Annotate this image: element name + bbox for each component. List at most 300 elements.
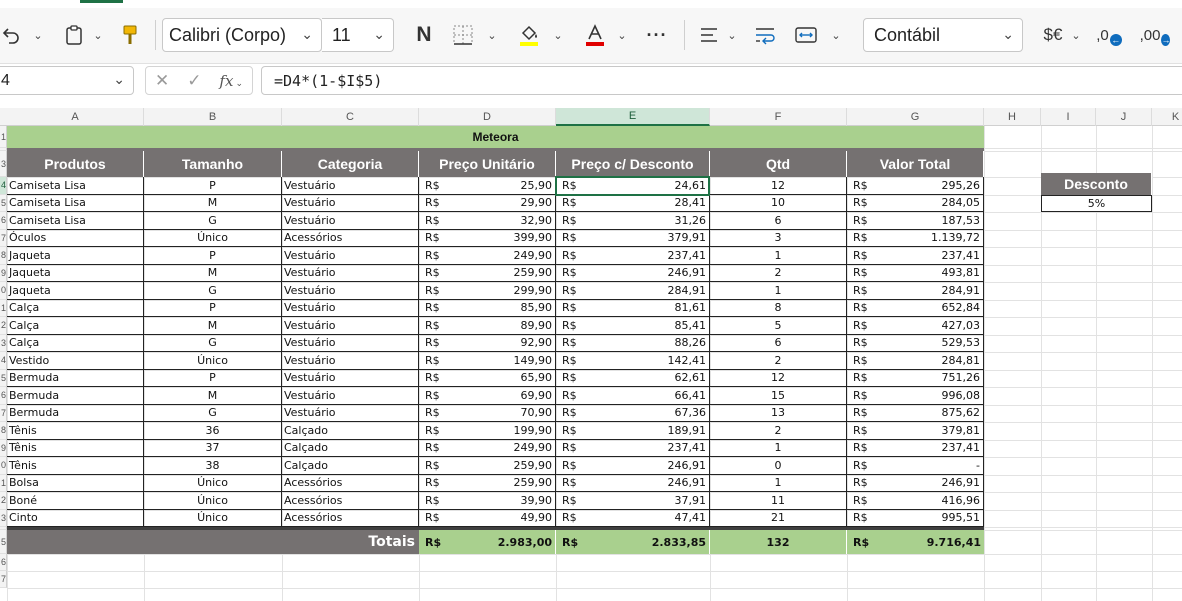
table-cell[interactable]: Vestido [7,352,144,370]
totals-cell[interactable] [847,530,984,554]
cell-value: 47,41 [674,511,706,525]
paste-dropdown-chevron-icon[interactable]: ⌄ [93,29,103,42]
paste-icon[interactable] [62,18,86,52]
table-cell[interactable]: Vestuário [282,387,419,405]
row-header[interactable]: 3 [0,335,7,353]
table-cell[interactable]: Jaqueta [7,247,144,265]
table-cell[interactable] [556,247,710,265]
cell-value: 28,41 [674,196,706,210]
cell-value: 187,53 [941,213,980,227]
row-header[interactable]: 5 [0,370,7,388]
cell-value: 996,08 [941,388,980,402]
currency-symbol: R$ [425,493,440,507]
table-cell[interactable]: 1 [710,475,847,493]
table-cell[interactable] [419,422,556,440]
font-color-icon[interactable] [582,18,608,52]
table-cell[interactable]: Vestuário [282,405,419,423]
table-cell[interactable]: 6 [710,335,847,353]
table-cell[interactable]: 2 [710,265,847,283]
table-cell[interactable] [847,387,984,405]
table-cell[interactable] [419,317,556,335]
column-title-4[interactable]: Preço Unitário [419,151,556,177]
table-cell[interactable] [419,177,556,195]
active-tab-indicator [80,0,123,3]
table-cell[interactable]: 6 [710,212,847,230]
currency-format-button[interactable]: $€ [1043,25,1063,44]
table-cell[interactable]: Jaqueta [7,282,144,300]
table-cell[interactable] [419,370,556,388]
table-cell[interactable] [419,300,556,318]
table-cell[interactable] [556,282,710,300]
cell-value: 246,91 [941,476,980,490]
cell-value: 416,96 [941,493,980,507]
cell-value: 249,90 [513,441,552,455]
totals-label[interactable]: Totais [7,530,419,554]
currency-symbol: R$ [425,535,442,549]
currency-symbol: R$ [425,283,440,297]
table-cell[interactable] [556,352,710,370]
row-header[interactable]: 2 [0,492,7,510]
column-headers [0,108,1182,126]
table-cell[interactable]: 13 [710,405,847,423]
table-cell[interactable] [556,265,710,283]
cell-value: 142,41 [667,353,706,367]
cell-value: 32,90 [520,213,552,227]
table-cell[interactable] [556,230,710,248]
table-cell[interactable] [556,405,710,423]
table-cell[interactable]: 11 [710,492,847,510]
table-cell[interactable]: 8 [710,300,847,318]
table-cell[interactable]: P [144,177,282,195]
table-cell[interactable]: Óculos [7,230,144,248]
cell-value: 237,41 [941,441,980,455]
table-cell[interactable]: 12 [710,177,847,195]
table-cell[interactable]: 2 [710,352,847,370]
currency-symbol: R$ [425,388,440,402]
table-cell[interactable]: Bermuda [7,370,144,388]
table-cell[interactable] [847,370,984,388]
table-cell[interactable] [847,230,984,248]
cell-value: 299,90 [513,283,552,297]
table-cell[interactable] [847,265,984,283]
currency-symbol: R$ [853,441,868,455]
more-options-button[interactable]: ··· [646,24,668,45]
fill-color-icon[interactable] [516,18,542,52]
table-cell[interactable]: P [144,370,282,388]
row-header[interactable]: 3 [0,510,7,528]
currency-symbol: R$ [562,535,579,549]
merge-dropdown-chevron-icon[interactable]: ⌄ [831,29,841,42]
table-cell[interactable] [847,405,984,423]
cell-value: 69,90 [520,388,552,402]
cell-value: 249,90 [513,248,552,262]
currency-symbol: R$ [853,353,868,367]
table-cell[interactable]: M [144,265,282,283]
table-cell[interactable]: Camiseta Lisa [7,177,144,195]
borders-icon[interactable] [450,18,476,52]
fx-icon: fx [219,71,234,90]
table-cell[interactable]: 10 [710,195,847,213]
discount-label[interactable]: Desconto [1041,173,1152,195]
column-title-5[interactable]: Preço c/ Desconto [556,151,710,177]
ribbon-toolbar [0,0,1182,64]
table-cell[interactable]: Calçado [282,440,419,458]
fill-color-dropdown-chevron-icon[interactable]: ⌄ [553,29,563,42]
row-header[interactable]: 4 [0,352,7,370]
currency-symbol: R$ [853,248,868,262]
row-header[interactable]: 0 [0,282,7,300]
row-header[interactable]: 7 [0,571,7,588]
cell-value: 399,90 [513,231,552,245]
cell-value: 529,53 [941,336,980,350]
confirm-icon[interactable]: ✓ [187,70,202,90]
currency-symbol: R$ [853,535,870,549]
table-cell[interactable]: Bermuda [7,405,144,423]
table-cell[interactable]: 3 [710,230,847,248]
row-header[interactable]: 7 [0,230,7,248]
cell-value: 493,81 [941,266,980,280]
row-header[interactable]: 6 [0,554,7,571]
table-cell[interactable] [556,457,710,475]
table-cell[interactable]: Acessórios [282,492,419,510]
table-cell[interactable] [419,440,556,458]
table-cell[interactable]: Calça [7,335,144,353]
table-cell[interactable]: Vestuário [282,335,419,353]
table-cell[interactable] [847,247,984,265]
table-cell[interactable] [556,422,710,440]
table-cell[interactable]: Único [144,475,282,493]
table-cell[interactable] [556,335,710,353]
table-cell[interactable] [847,510,984,528]
column-title-2[interactable]: Tamanho [144,151,282,177]
currency-symbol: R$ [853,266,868,280]
table-cell[interactable]: P [144,247,282,265]
decrease-decimals-button[interactable] [1094,18,1124,52]
wrap-text-icon[interactable] [752,18,780,52]
table-cell[interactable]: G [144,212,282,230]
table-cell[interactable]: Vestuário [282,195,419,213]
table-cell[interactable] [847,335,984,353]
formula-bar [0,64,1182,98]
table-cell[interactable]: 37 [144,440,282,458]
currency-symbol: R$ [562,388,577,402]
table-cell[interactable] [556,440,710,458]
number-format-value: Contábil [874,24,941,45]
cell-value: 995,51 [941,511,980,525]
cell-value: 70,90 [520,406,552,420]
arrow-left-icon: ← [1111,35,1121,45]
cell-value: 246,91 [667,458,706,472]
table-cell[interactable]: Tênis [7,440,144,458]
name-box[interactable] [0,66,134,95]
currency-symbol: R$ [425,353,440,367]
row-header[interactable]: 2 [0,317,7,335]
table-cell[interactable] [847,457,984,475]
undo-dropdown-chevron-icon[interactable]: ⌄ [33,29,43,42]
totals-qtd[interactable]: 132 [710,530,847,554]
font-name-select[interactable] [162,18,322,52]
table-cell[interactable]: 1 [710,247,847,265]
table-cell[interactable]: 2 [710,422,847,440]
column-header-e[interactable]: E [556,108,710,126]
table-cell[interactable] [556,177,710,195]
undo-icon[interactable] [0,18,22,52]
currency-symbol: R$ [562,178,577,192]
table-cell[interactable]: Vestuário [282,212,419,230]
table-cell[interactable]: P [144,300,282,318]
table-cell[interactable] [847,317,984,335]
currency-symbol: R$ [853,283,868,297]
table-cell[interactable] [847,212,984,230]
row-header[interactable]: 9 [0,440,7,458]
table-cell[interactable] [556,475,710,493]
cell-value: 751,26 [941,371,980,385]
currency-symbol: R$ [853,301,868,315]
column-header-j[interactable]: J [1096,108,1152,126]
table-cell[interactable]: 21 [710,510,847,528]
discount-value[interactable]: 5% [1041,195,1152,213]
table-cell[interactable]: 15 [710,387,847,405]
table-cell[interactable]: Acessórios [282,230,419,248]
table-cell[interactable] [556,317,710,335]
column-header-k[interactable]: K [1152,108,1182,126]
align-icon[interactable] [696,18,722,52]
column-header-c[interactable]: C [282,108,419,126]
table-cell[interactable]: Vestuário [282,282,419,300]
column-header-b[interactable]: B [144,108,282,126]
table-cell[interactable]: M [144,317,282,335]
table-cell[interactable] [847,422,984,440]
formula-input[interactable]: =D4*(1-$I$5) [261,66,1182,95]
table-cell[interactable]: 1 [710,282,847,300]
table-cell[interactable] [556,492,710,510]
currency-symbol: R$ [425,511,440,525]
cell-value: 25,90 [520,178,552,192]
table-cell[interactable]: 0 [710,457,847,475]
table-cell[interactable]: Único [144,352,282,370]
table-cell[interactable]: Vestuário [282,177,419,195]
merge-center-icon[interactable] [792,18,820,52]
table-cell[interactable]: Vestuário [282,265,419,283]
table-cell[interactable] [419,352,556,370]
cell-value: 65,90 [520,371,552,385]
column-header-i[interactable]: I [1041,108,1096,126]
currency-symbol: R$ [853,458,868,472]
column-header-g[interactable]: G [847,108,984,126]
gridline [7,554,1182,555]
table-cell[interactable]: Vestuário [282,352,419,370]
table-cell[interactable]: M [144,387,282,405]
table-title[interactable]: Meteora [7,126,984,148]
currency-symbol: R$ [425,336,440,350]
table-cell[interactable] [419,247,556,265]
column-title-1[interactable]: Produtos [7,151,144,177]
table-cell[interactable] [847,475,984,493]
table-cell[interactable]: Único [144,230,282,248]
table-cell[interactable] [419,405,556,423]
align-dropdown-chevron-icon[interactable]: ⌄ [727,29,737,42]
table-cell[interactable]: Camiseta Lisa [7,195,144,213]
table-cell[interactable]: 1 [710,440,847,458]
column-header-h[interactable]: H [984,108,1041,126]
row-header[interactable]: 6 [0,387,7,405]
table-cell[interactable]: 36 [144,422,282,440]
table-cell[interactable]: Vestuário [282,370,419,388]
cell-value: 2.983,00 [497,535,552,549]
ribbon-top-strip [0,0,1182,8]
table-cell[interactable]: G [144,405,282,423]
cell-value: 88,26 [674,336,706,350]
cell-value: 89,90 [520,318,552,332]
table-cell[interactable] [419,335,556,353]
cell-value: 31,26 [674,213,706,227]
chevron-down-icon: ⌄ [373,26,385,42]
cell-value: 237,41 [667,441,706,455]
table-cell[interactable] [419,492,556,510]
row-header[interactable]: 8 [0,247,7,265]
cell-value: 24,61 [674,178,706,192]
borders-dropdown-chevron-icon[interactable]: ⌄ [487,29,497,42]
row-header[interactable]: 1 [0,300,7,318]
column-header-d[interactable]: D [419,108,556,126]
table-cell[interactable]: 5 [710,317,847,335]
increase-decimals-button[interactable] [1140,18,1170,52]
table-cell[interactable]: G [144,335,282,353]
currency-symbol: R$ [425,476,440,490]
table-cell[interactable]: 38 [144,457,282,475]
table-cell[interactable]: Vestuário [282,317,419,335]
currency-symbol: R$ [425,423,440,437]
cell-value: 39,90 [520,493,552,507]
currency-dropdown-chevron-icon[interactable]: ⌄ [1071,29,1081,42]
table-cell[interactable]: Calça [7,317,144,335]
table-cell[interactable] [847,492,984,510]
table-cell[interactable]: Calça [7,300,144,318]
chevron-down-icon: ⌄ [1002,26,1014,42]
cancel-icon[interactable]: ✕ [154,70,170,90]
row-header[interactable]: 9 [0,265,7,283]
table-cell[interactable] [419,230,556,248]
table-cell[interactable] [556,195,710,213]
currency-symbol: R$ [853,318,868,332]
table-cell[interactable]: Acessórios [282,510,419,528]
row-header[interactable]: 5 [0,195,7,213]
font-color-dropdown-chevron-icon[interactable]: ⌄ [617,29,627,42]
table-cell[interactable]: M [144,195,282,213]
table-cell[interactable]: Único [144,510,282,528]
cell-value: 92,90 [520,336,552,350]
currency-symbol: R$ [425,178,440,192]
font-size-select[interactable] [322,18,394,52]
table-cell[interactable]: G [144,282,282,300]
currency-symbol: R$ [425,441,440,455]
currency-symbol: R$ [425,266,440,280]
gridline [7,588,1182,589]
column-header-f[interactable]: F [710,108,847,126]
table-cell[interactable]: Vestuário [282,300,419,318]
font-name-value: Calibri (Corpo) [169,24,287,45]
totals-cell[interactable] [556,530,710,554]
table-cell[interactable] [847,282,984,300]
increase-decimals-label: ,00 [1139,26,1161,44]
row-header[interactable]: 0 [0,457,7,475]
table-cell[interactable]: Calçado [282,457,419,475]
toolbar-divider [684,20,685,50]
row-header[interactable]: 8 [0,422,7,440]
table-cell[interactable]: Tênis [7,422,144,440]
row-header[interactable]: 6 [0,212,7,230]
table-cell[interactable]: Camiseta Lisa [7,212,144,230]
cell-value: 259,90 [513,476,552,490]
table-cell[interactable] [847,195,984,213]
table-cell[interactable] [847,300,984,318]
number-format-select[interactable] [863,18,1023,52]
table-cell[interactable] [556,212,710,230]
row-header[interactable]: 1 [0,126,7,148]
table-cell[interactable] [556,370,710,388]
table-cell[interactable]: Acessórios [282,475,419,493]
table-cell[interactable] [419,475,556,493]
cell-value: 427,03 [941,318,980,332]
row-header[interactable]: 3 [0,151,7,177]
column-title-6[interactable]: Qtd [710,151,847,177]
insert-function-button[interactable] [219,72,243,90]
table-cell[interactable] [419,510,556,528]
table-cell[interactable] [419,265,556,283]
table-cell[interactable] [419,282,556,300]
table-cell[interactable] [556,510,710,528]
table-cell[interactable] [847,177,984,195]
table-cell[interactable]: 12 [710,370,847,388]
table-cell[interactable]: Bolsa [7,475,144,493]
table-cell[interactable] [419,195,556,213]
column-title-7[interactable]: Valor Total [847,151,984,177]
table-cell[interactable] [847,352,984,370]
currency-symbol: R$ [853,388,868,402]
column-title-3[interactable]: Categoria [282,151,419,177]
currency-symbol: R$ [853,213,868,227]
row-header[interactable]: 7 [0,405,7,423]
table-cell[interactable]: Tênis [7,457,144,475]
cell-value: 379,81 [941,423,980,437]
table-cell[interactable] [847,440,984,458]
table-cell[interactable] [419,212,556,230]
table-cell[interactable]: Jaqueta [7,265,144,283]
table-cell[interactable]: Único [144,492,282,510]
table-cell[interactable] [419,457,556,475]
bold-button[interactable]: N [416,23,432,46]
cell-value: 85,41 [674,318,706,332]
row-header[interactable]: 1 [0,475,7,493]
table-cell[interactable]: Boné [7,492,144,510]
chevron-down-icon: ⌄ [301,26,313,42]
cell-value: 652,84 [941,301,980,315]
currency-symbol: R$ [425,231,440,245]
row-header[interactable]: 5 [0,530,7,554]
table-cell[interactable]: Calçado [282,422,419,440]
row-header[interactable]: 4 [0,177,7,195]
table-cell[interactable]: Bermuda [7,387,144,405]
table-cell[interactable] [556,300,710,318]
table-cell[interactable] [419,387,556,405]
table-cell[interactable]: Cinto [7,510,144,528]
column-header-a[interactable]: A [7,108,144,126]
table-cell[interactable]: Vestuário [282,247,419,265]
format-painter-icon[interactable] [118,18,142,52]
currency-symbol: R$ [562,458,577,472]
table-cell[interactable] [556,387,710,405]
totals-cell[interactable] [419,530,556,554]
